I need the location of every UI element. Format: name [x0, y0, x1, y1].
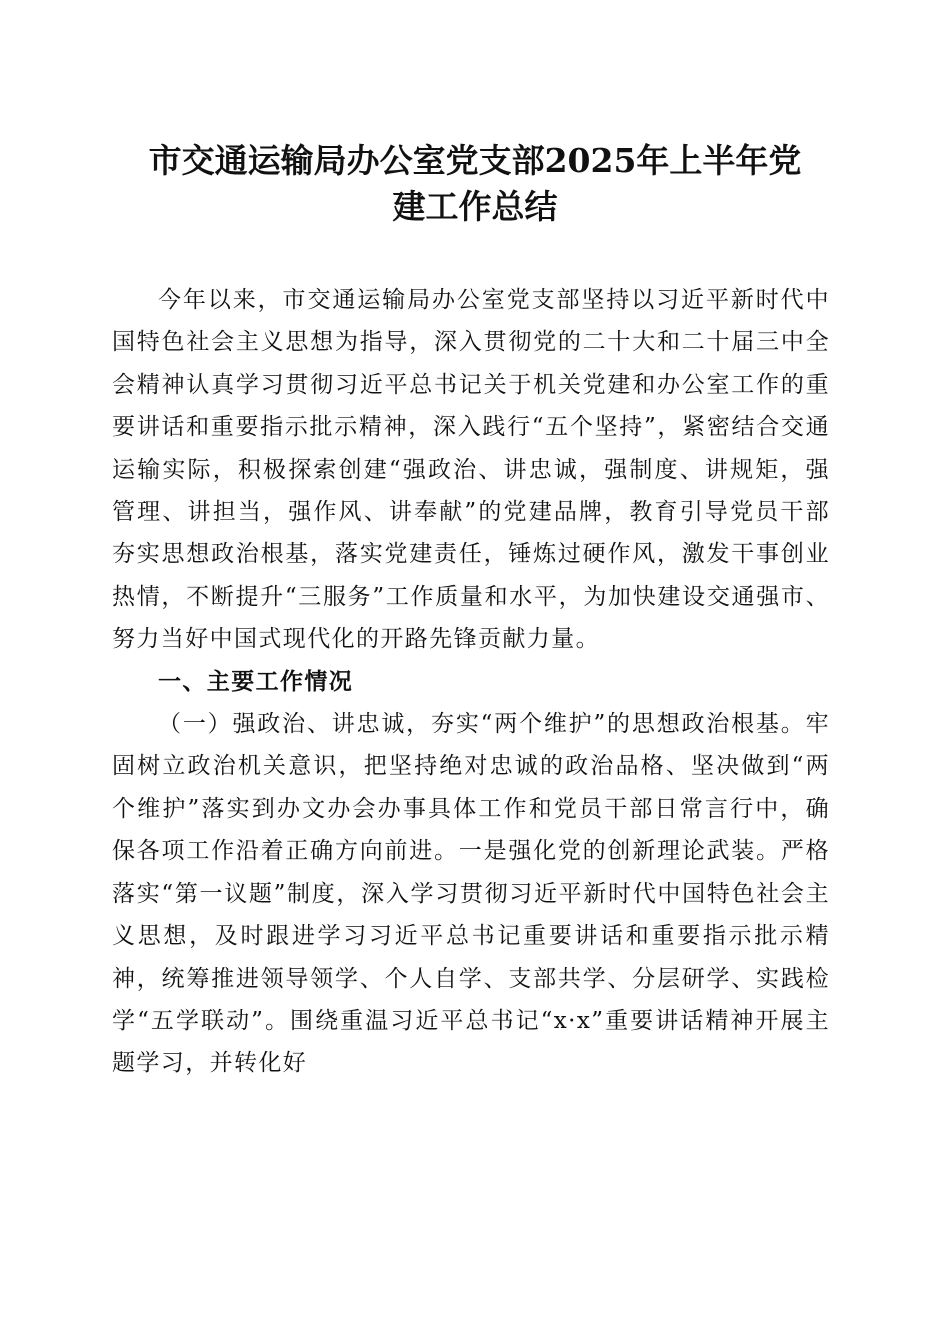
- intro-paragraph: 今年以来，市交通运输局办公室党支部坚持以习近平新时代中国特色社会主义思想为指导，深入贯彻党的二十大和二十届三中全会精神认真学习贯彻习近平总书记关于机关党建和办公室工作的重要讲话和重要指示批示精神，深入践行“五个坚持”，紧密结合交通运输实际，积极探索创建“强政治、讲忠诚，强制度、讲规矩，强管理、讲担当，强作风、讲奉献”的党建品牌，教育引导党员干部夯实思想政治根基，落实党建责任，锤炼过硬作风，激发干事创业热情，不断提升“三服务”工作质量和水平，为加快建设交通强市、努力当好中国式现代化的开路先锋贡献力量。: [112, 287, 830, 653]
- title-line-1: 市交通运输局办公室党支部2025年上半年党: [148, 141, 802, 180]
- section-heading: 一、主要工作情况: [158, 668, 354, 695]
- title-line-2: 建工作总结: [392, 187, 558, 226]
- document-title: [110, 138, 840, 230]
- document-body: [112, 279, 830, 1085]
- section-paragraph: （一）强政治、讲忠诚，夯实“两个维护”的思想政治根基。牢固树立政治机关意识，把坚持绝对忠诚的政治品格、坚决做到“两个维护”落实到办文办会办事具体工作和党员干部日常言行中，确保各项工作沿着正确方向前进。一是强化党的创新理论武装。严格落实“第一议题”制度，深入学习贯彻习近平新时代中国特色社会主义思想，及时跟进学习习近平总书记重要讲话和重要指示批示精神，统筹推进领导领学、个人自学、支部共学、分层研学、实践检学“五学联动”。围绕重温习近平总书记“x·x”重要讲话精神开展主题学习，并转化好: [112, 711, 830, 1077]
